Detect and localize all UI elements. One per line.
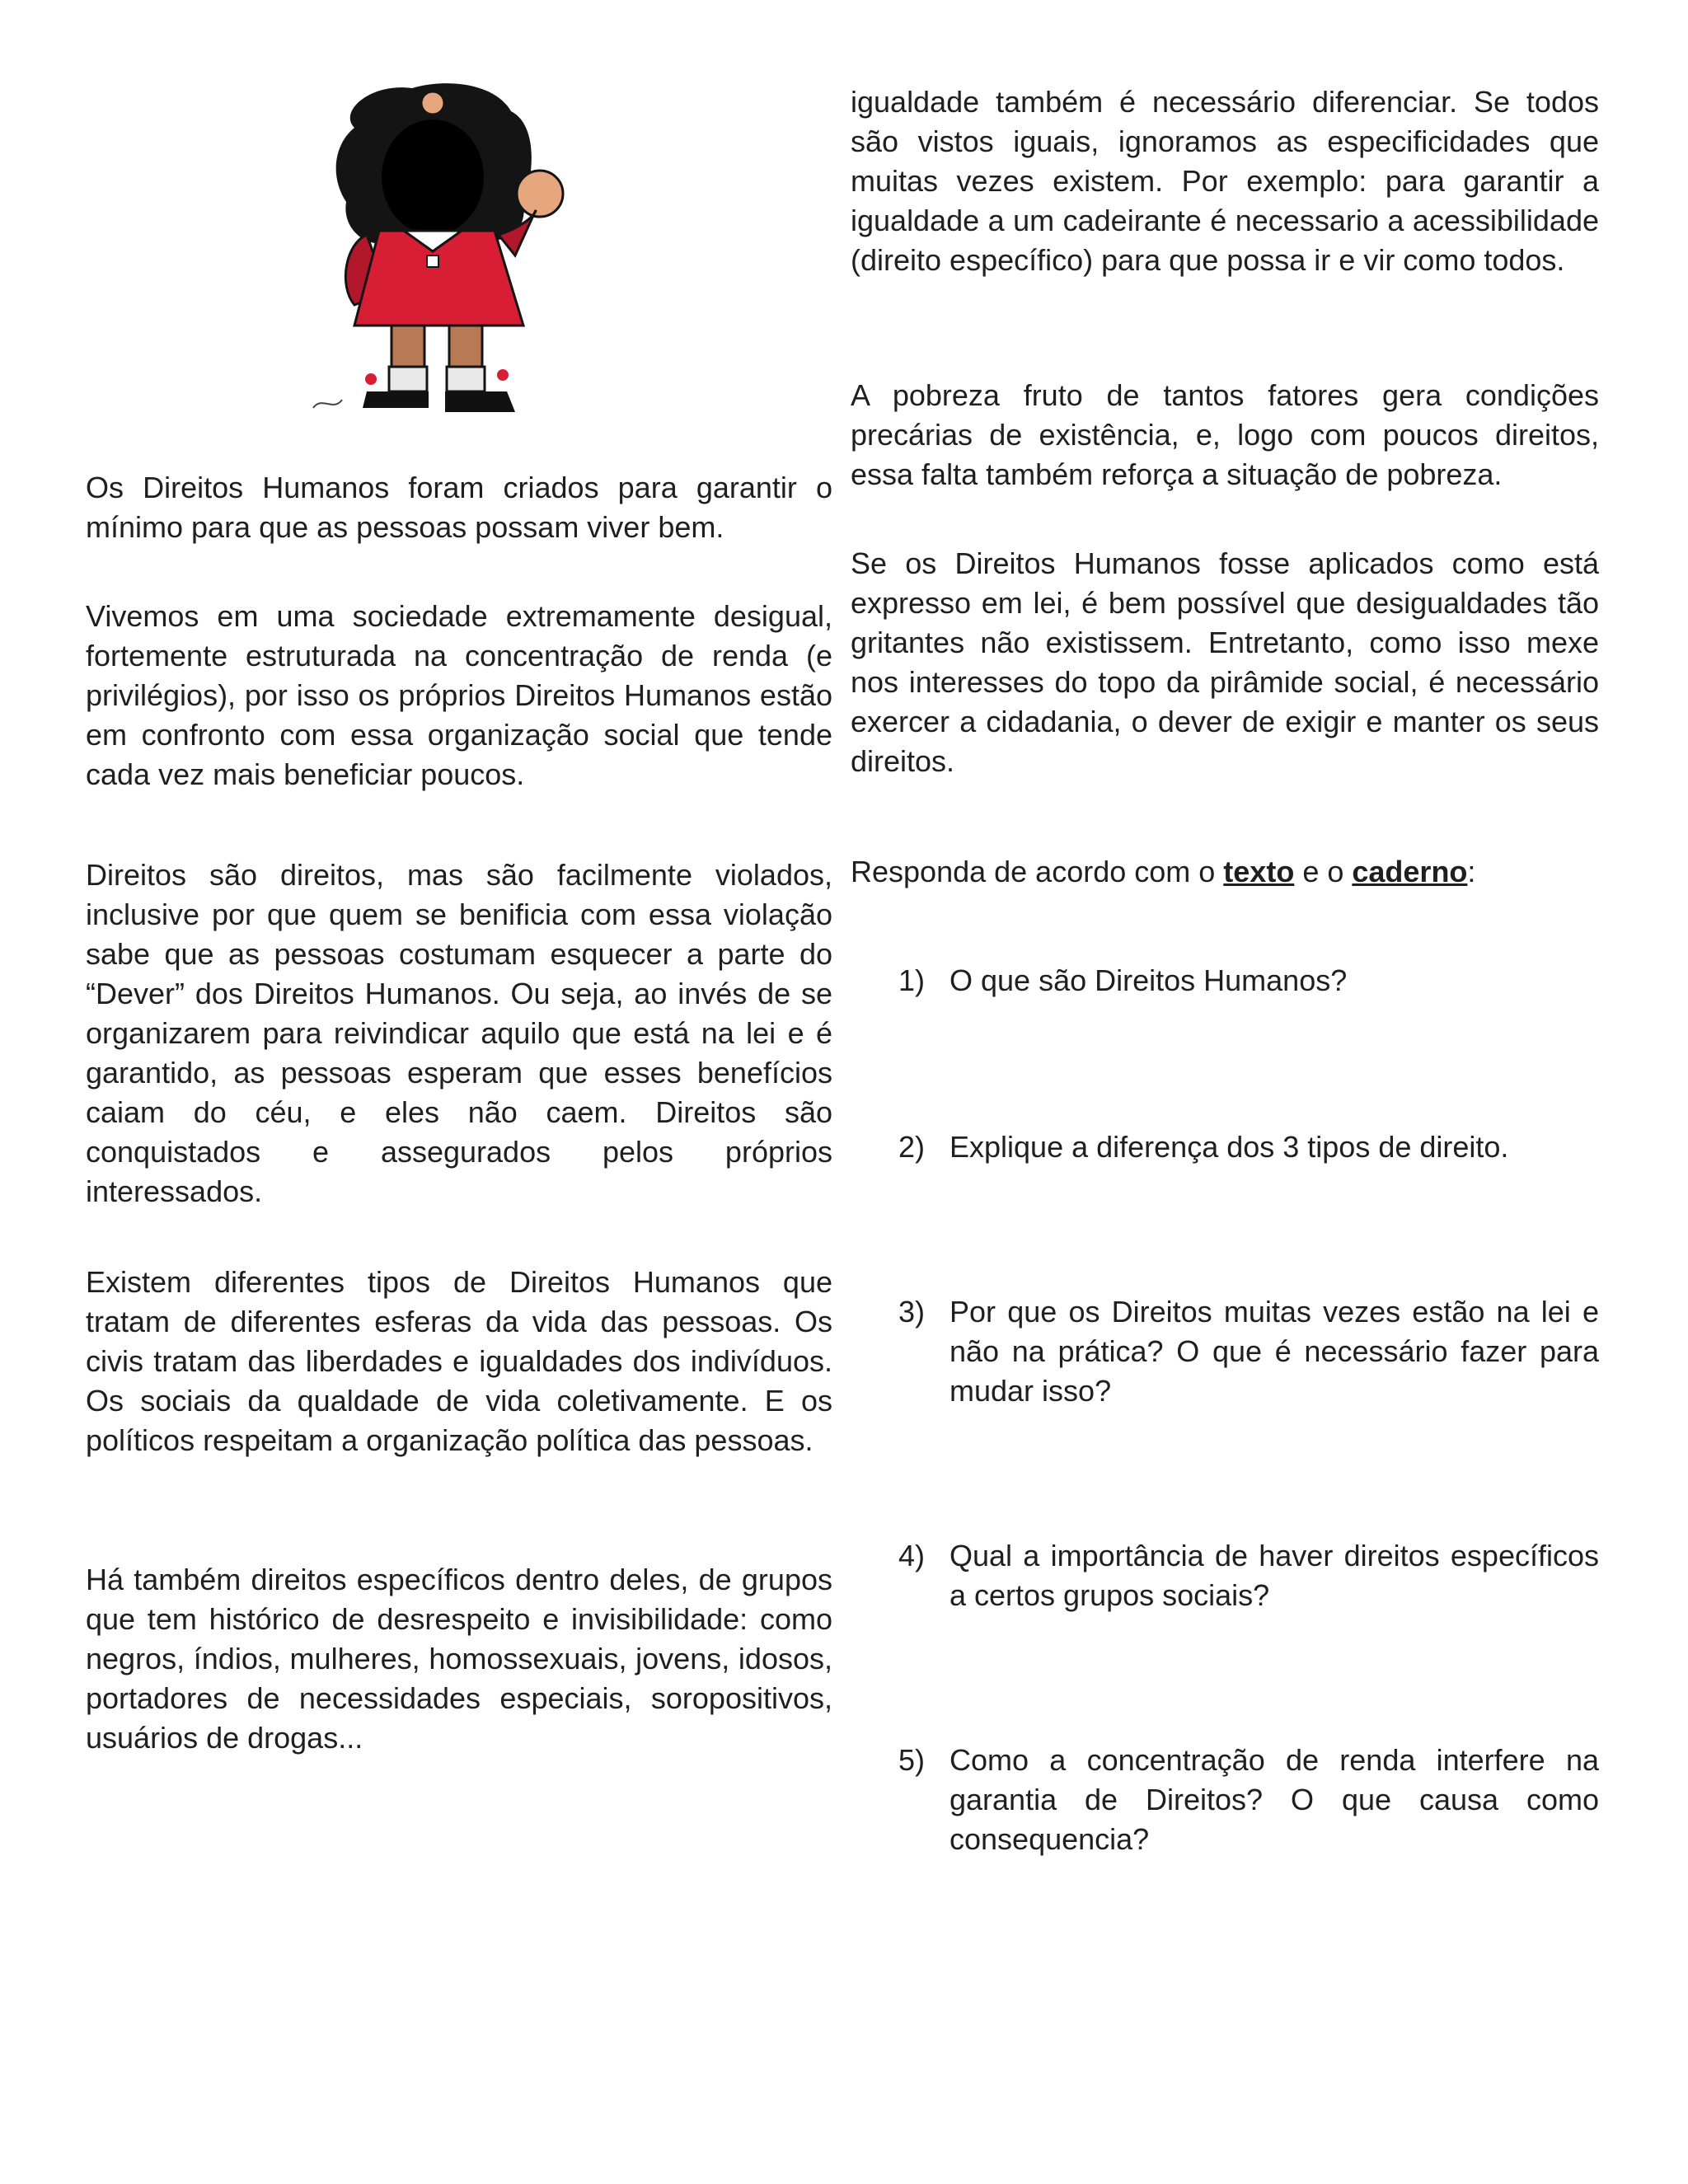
paragraph-left-2: Vivemos em uma sociedade extremamente desigual, fortemente estruturada na concentração de renda (e privilégios), por isso os próprios Direitos Humanos estão em confronto com essa organização social que tende cada vez mais beneficiar poucos. [86, 599, 832, 791]
instructions [851, 852, 1475, 892]
instructions-middle: e o [1294, 855, 1353, 888]
question-number: 4) [898, 1539, 926, 1572]
mafalda-illustration [288, 78, 626, 429]
paragraph-left-3: Direitos são direitos, mas são facilmente violados, inclusive por que quem se benificia com essa violação sabe que as pessoas costumam esquecer a parte do “Dever” dos Direitos Humanos. Ou seja, ao invés de se organizarem para reivindicar aquilo que está na lei e é garantido, as pessoas esperam que esses benefícios caiam do céu, e eles não caem. Direitos são conquistados e assegurados pelos próprios interessados. [86, 858, 832, 1208]
question-text: O que são Direitos Humanos? [950, 963, 1348, 997]
question-text: Explique a diferença dos 3 tipos de direito. [950, 1130, 1509, 1164]
paragraph-left-1: Os Direitos Humanos foram criados para garantir o mínimo para que as pessoas possam viver bem. [86, 471, 832, 544]
question-text: Por que os Direitos muitas vezes estão na lei e não na prática? O que é necessário fazer para mudar isso? [950, 1295, 1599, 1408]
instructions-word-texto: texto [1223, 855, 1295, 888]
paragraph-right-2: A pobreza fruto de tantos fatores gera condições precárias de existência, e, logo com poucos direitos, essa falta também reforça a situação de pobreza. [851, 378, 1599, 491]
instructions-after: : [1467, 855, 1476, 888]
paragraph-right-1: igualdade também é necessário diferenciar. Se todos são vistos iguais, ignoramos as especificidades que muitas vezes existem. Por exemplo: para garantir a igualdade a um cadeirante é necessario a acessibilidade (direito específico) para que possa ir e vir como todos. [851, 85, 1599, 277]
question-number: 1) [898, 963, 926, 997]
question-number: 5) [898, 1743, 926, 1777]
question-number: 3) [898, 1295, 926, 1329]
paragraph-left-4: Existem diferentes tipos de Direitos Humanos que tratam de diferentes esferas da vida das pessoas. Os civis tratam das liberdades e igualdades dos indivíduos. Os sociais da qualdade de vida coletivamente. E os políticos respeitam a organização política das pessoas. [86, 1265, 832, 1457]
question-text: Como a concentração de renda interfere na garantia de Direitos? O que causa como consequencia? [950, 1743, 1599, 1856]
paragraph-right-3: Se os Direitos Humanos fosse aplicados como está expresso em lei, é bem possível que desigualdades tão gritantes não existissem. Entretanto, como isso mexe nos interesses do topo da pirâmide social, é necessário exercer a cidadania, o dever de exigir e manter os seus direitos. [851, 546, 1599, 778]
question-number: 2) [898, 1130, 926, 1164]
instructions-word-caderno: caderno [1352, 855, 1468, 888]
instructions-before: Responda de acordo com o [851, 855, 1224, 888]
paragraph-left-5: Há também direitos específicos dentro deles, de grupos que tem histórico de desrespeito e invisibilidade: como negros, índios, mulheres, homossexuais, jovens, idosos, portadores de necessidades especiais, soropositivos, usuários de drogas... [86, 1563, 832, 1755]
question-text: Qual a importância de haver direitos específicos a certos grupos sociais? [950, 1539, 1599, 1612]
